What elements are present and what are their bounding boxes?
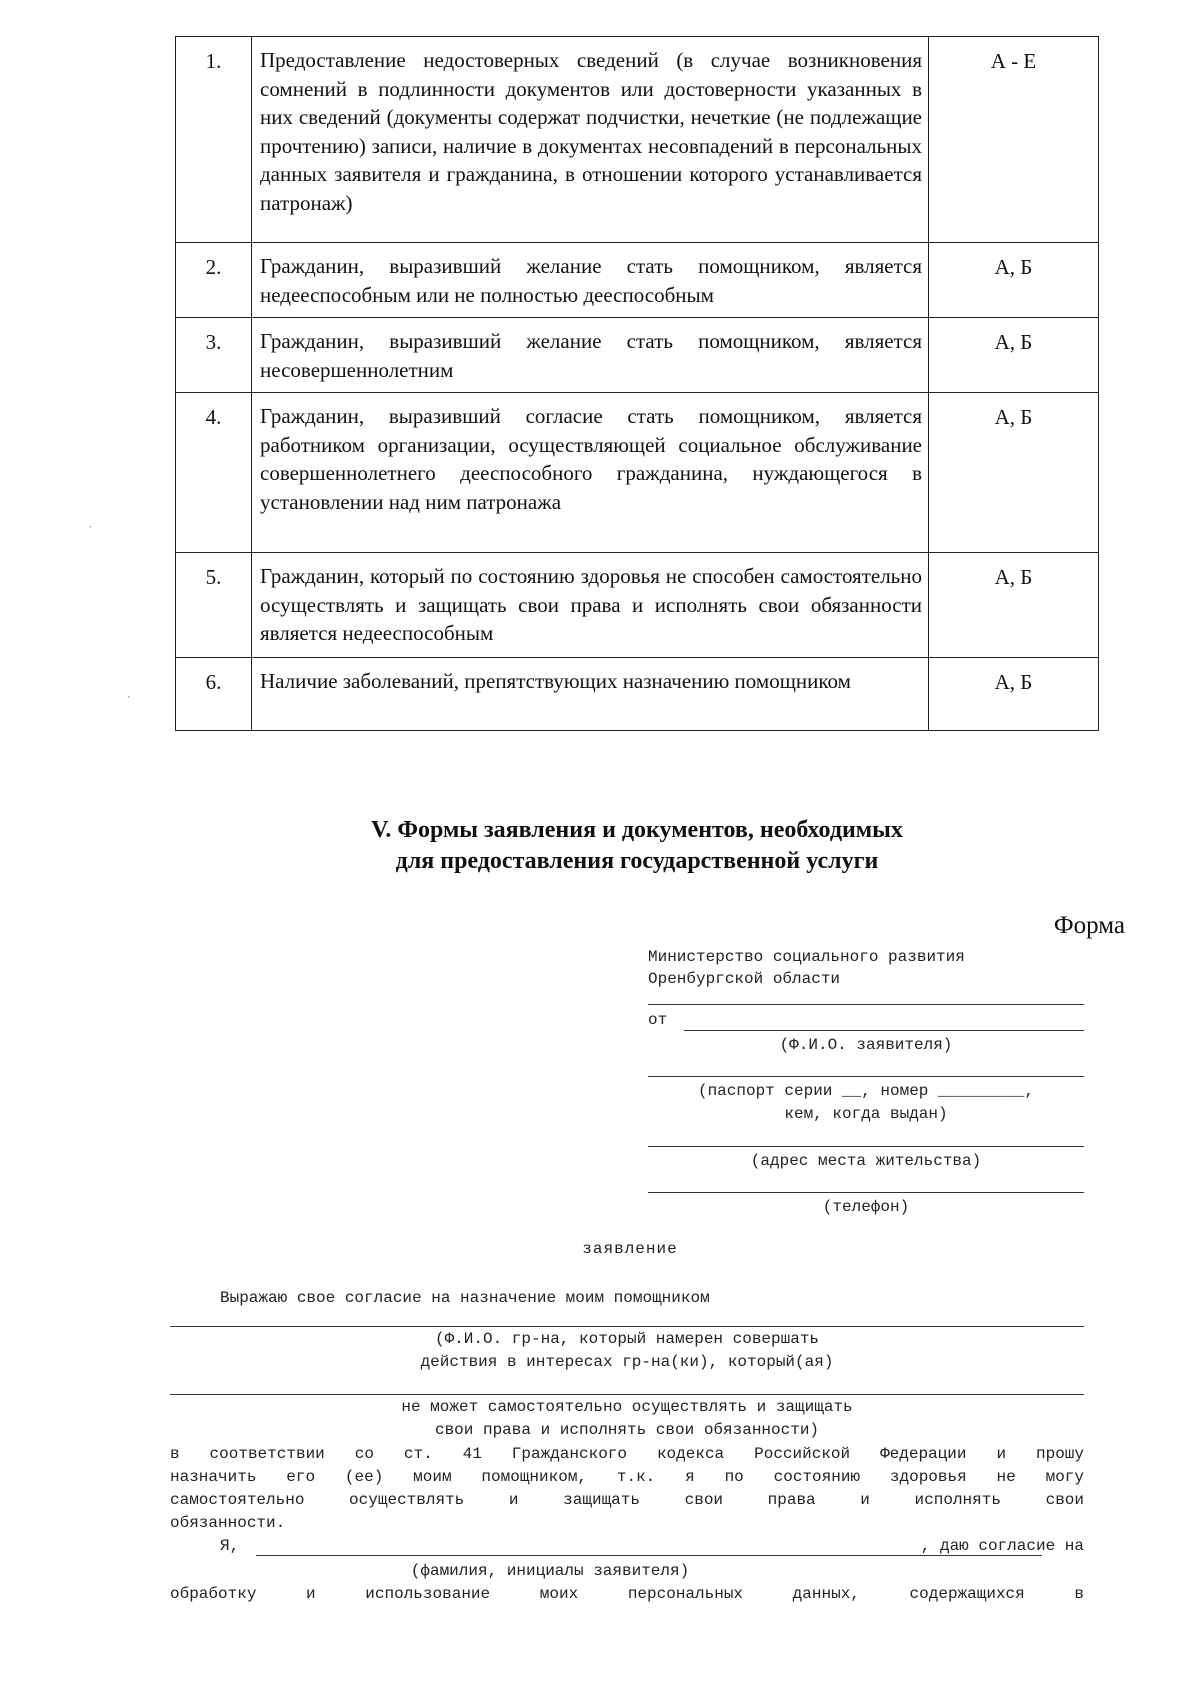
passport-caption-1: (паспорт серии __, номер _________, xyxy=(697,1082,1035,1100)
body-paragraph-line2: назначить его (ее) моим помощником, т.к. я по состоянию здоровья не могу xyxy=(170,1468,1084,1486)
ward-caption-1: не может самостоятельно осуществлять и защищать xyxy=(401,1398,853,1416)
table-row xyxy=(176,553,1099,658)
form-label: Форма xyxy=(1053,912,1125,939)
table-row xyxy=(176,37,1099,243)
surname-caption: (фамилия, инициалы заявителя) xyxy=(410,1562,690,1580)
row-number: 6. xyxy=(176,658,252,731)
ya-label: Я, xyxy=(220,1537,240,1555)
body-paragraph-line3: самостоятельно осуществлять и защищать свои права и исполнять свои xyxy=(170,1491,1084,1509)
row-text: Гражданин, выразивший желание стать помощником, является несовершеннолетним xyxy=(252,318,929,393)
recipient-block xyxy=(648,946,1088,990)
assistant-blank-line xyxy=(170,1326,1084,1327)
row-category: А, Б xyxy=(929,243,1099,318)
from-label: от xyxy=(648,1011,668,1029)
row-number: 5. xyxy=(176,553,252,658)
passport-blank-line xyxy=(648,1076,1084,1077)
row-text: Предоставление недостоверных сведений (в случае возникновения сомнений в подлинности документов или достоверности указанных в них сведений (документы содержат подчистки, нечеткие (не подлежащие прочтению) записи, наличие в документах несовпадений в персональных данных заявителя и гражданина, в отношении которого устанавливается патронаж) xyxy=(252,37,929,243)
application-title: заявление xyxy=(582,1240,678,1258)
address-blank-line xyxy=(648,1146,1084,1147)
section-heading-line2: для предоставления государственной услуги xyxy=(395,848,879,874)
table-row xyxy=(176,243,1099,318)
consent-text: , даю согласие на xyxy=(920,1537,1084,1555)
passport-caption-2: кем, когда выдан) xyxy=(784,1105,948,1123)
row-number: 1. xyxy=(176,37,252,243)
recipient-blank-line xyxy=(648,1004,1084,1005)
phone-caption: (телефон) xyxy=(822,1198,910,1216)
scan-speck: · xyxy=(88,520,92,534)
row-category: А - Е xyxy=(929,37,1099,243)
row-number: 4. xyxy=(176,393,252,553)
scan-speck: · xyxy=(127,690,131,704)
row-text: Наличие заболеваний, препятствующих назначению помощником xyxy=(252,658,929,731)
fio-caption: (Ф.И.О. заявителя) xyxy=(779,1036,953,1054)
section-heading xyxy=(175,815,1099,877)
address-caption: (адрес места жительства) xyxy=(750,1152,982,1170)
row-text: Гражданин, выразивший согласие стать помощником, является работником организации, осуществляющей социальное обслуживание совершеннолетнего дееспособного гражданина, нуждающегося в установлении над ним патронажа xyxy=(252,393,929,553)
table-row xyxy=(176,658,1099,731)
row-category: А, Б xyxy=(929,318,1099,393)
last-line: обработку и использование моих персональных данных, содержащихся в xyxy=(170,1585,1084,1603)
phone-blank-line xyxy=(648,1192,1084,1193)
section-heading-line1: V. Формы заявления и документов, необходимых xyxy=(371,817,903,843)
recipient-line1: Министерство социального развития xyxy=(648,948,965,966)
row-number: 3. xyxy=(176,318,252,393)
table-body xyxy=(176,37,1099,731)
body-paragraph-line1: в соответствии со ст. 41 Гражданского кодекса Российской Федерации и прошу xyxy=(170,1445,1084,1463)
row-text: Гражданин, который по состоянию здоровья не способен самостоятельно осуществлять и защищать свои права и исполнять свои обязанности является недееспособным xyxy=(252,553,929,658)
row-number: 2. xyxy=(176,243,252,318)
ward-blank-line xyxy=(170,1394,1084,1395)
ward-caption-2: свои права и исполнять свои обязанности) xyxy=(434,1421,820,1439)
table-row xyxy=(176,393,1099,553)
refusal-reasons-table xyxy=(175,36,1099,731)
assistant-caption-1: (Ф.И.О. гр-на, который намерен совершать xyxy=(434,1330,820,1348)
table-row xyxy=(176,318,1099,393)
row-category: А, Б xyxy=(929,393,1099,553)
assistant-caption-2: действия в интересах гр-на(ки), который(ая) xyxy=(420,1353,834,1371)
row-text: Гражданин, выразивший желание стать помощником, является недееспособным или не полностью дееспособным xyxy=(252,243,929,318)
recipient-line2: Оренбургской области xyxy=(648,970,841,988)
body-paragraph-line4: обязанности. xyxy=(170,1514,286,1532)
consent-line: Выражаю свое согласие на назначение моим помощником xyxy=(220,1289,710,1307)
row-category: А, Б xyxy=(929,553,1099,658)
fio-blank-line xyxy=(684,1030,1084,1031)
row-category: А, Б xyxy=(929,658,1099,731)
